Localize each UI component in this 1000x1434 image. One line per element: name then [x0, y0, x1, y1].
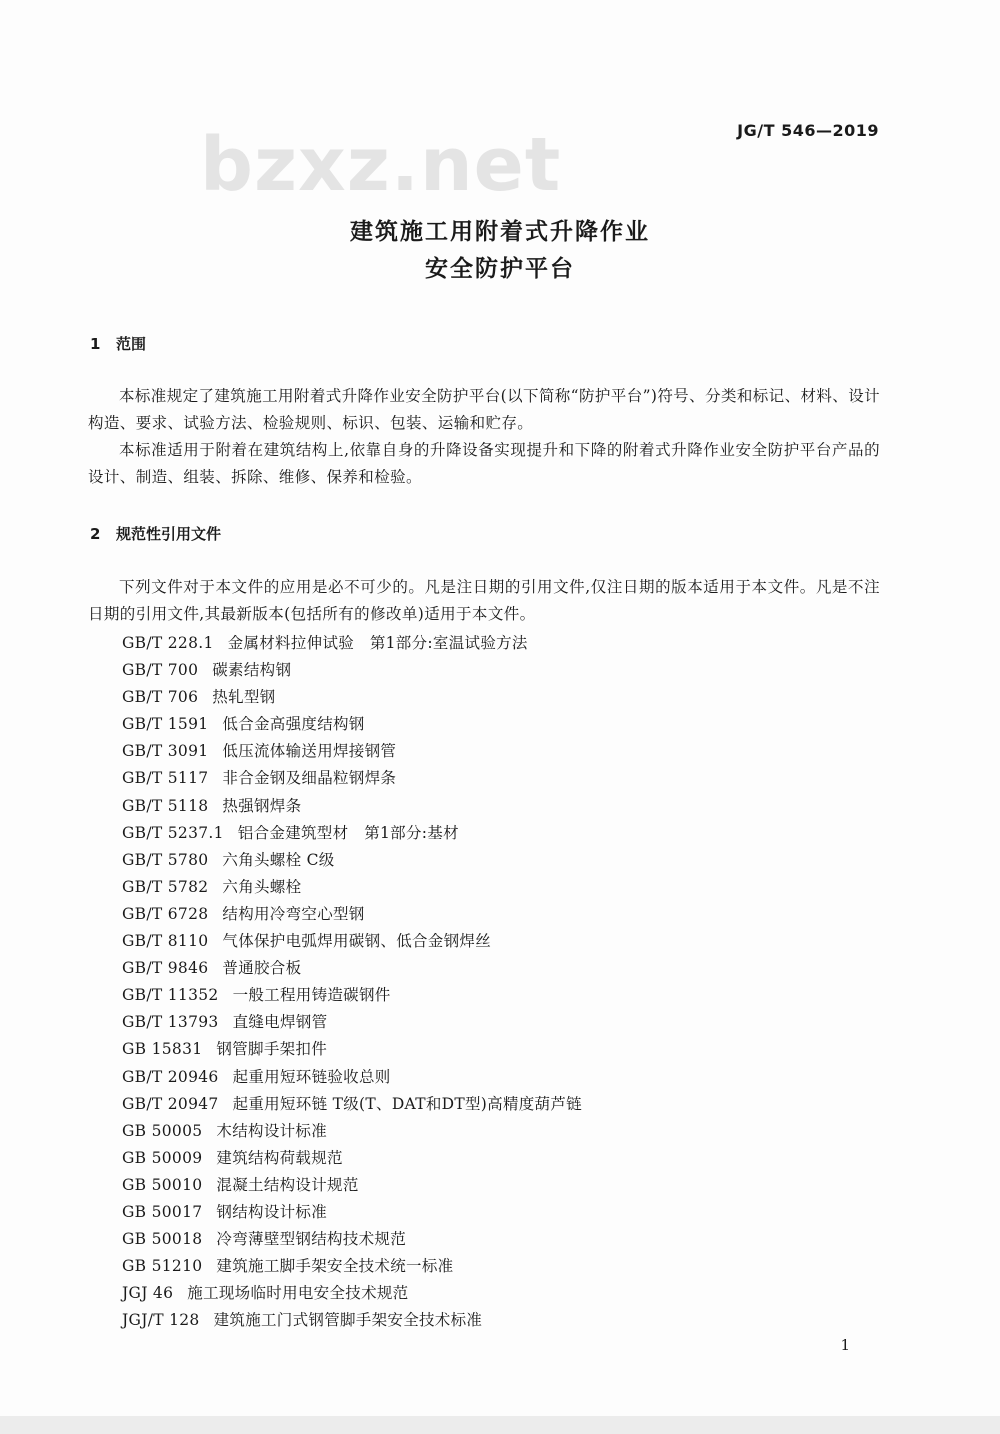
- page-number: 1: [840, 1336, 850, 1354]
- reference-item: [122, 765, 582, 792]
- reference-item: [122, 1064, 582, 1091]
- reference-title: 建筑施工门式钢管脚手架安全技术标准: [213, 1311, 483, 1330]
- reference-title: 钢结构设计标准: [216, 1202, 328, 1221]
- reference-item: [122, 874, 582, 901]
- reference-item: [122, 657, 582, 684]
- reference-code: GB 50009: [122, 1148, 203, 1167]
- reference-item: [122, 711, 582, 738]
- reference-title: 普通胶合板: [222, 959, 302, 978]
- reference-title: 一般工程用铸造碳钢件: [232, 986, 391, 1005]
- viewer-bottom-strip: [0, 1416, 1000, 1434]
- reference-item: [122, 1036, 582, 1063]
- reference-code: GB/T 5237.1: [122, 823, 224, 842]
- reference-code: GB/T 8110: [122, 932, 209, 951]
- reference-title: 铝合金建筑型材 第1部分:基材: [237, 823, 459, 842]
- reference-code: GB/T 6728: [122, 904, 209, 923]
- reference-item: [122, 1118, 582, 1145]
- section-number: 1: [90, 335, 101, 353]
- reference-title: 六角头螺栓: [222, 877, 302, 896]
- reference-item: [122, 1253, 582, 1280]
- reference-code: GB/T 20947: [122, 1094, 219, 1113]
- reference-title: 建筑施工脚手架安全技术统一标准: [216, 1257, 454, 1276]
- reference-code: GB/T 3091: [122, 742, 209, 761]
- reference-item: [122, 1199, 582, 1226]
- reference-code: GB 15831: [122, 1040, 203, 1059]
- reference-item: [122, 847, 582, 874]
- reference-code: GB/T 5118: [122, 796, 209, 815]
- reference-title: 六角头螺栓 C级: [222, 850, 335, 869]
- reference-title: 木结构设计标准: [216, 1121, 328, 1140]
- reference-item: [122, 820, 582, 847]
- reference-item: [122, 1172, 582, 1199]
- reference-title: 钢管脚手架扣件: [216, 1040, 328, 1059]
- reference-title: 起重用短环链 T级(T、DAT和DT型)高精度葫芦链: [232, 1094, 582, 1113]
- reference-title: 起重用短环链验收总则: [232, 1067, 391, 1086]
- reference-title: 直缝电焊钢管: [232, 1013, 328, 1032]
- reference-code: GB/T 1591: [122, 715, 209, 734]
- reference-item: [122, 1226, 582, 1253]
- reference-code: GB/T 228.1: [122, 634, 214, 652]
- reference-item: [122, 1145, 582, 1172]
- reference-title: 结构用冷弯空心型钢: [222, 904, 365, 923]
- reference-title: 非合金钢及细晶粒钢焊条: [222, 769, 397, 788]
- reference-title: 热轧型钢: [212, 688, 276, 707]
- reference-code: JGJ 46: [122, 1284, 174, 1303]
- reference-code: GB/T 5780: [122, 850, 209, 869]
- reference-code: GB/T 5782: [122, 877, 209, 896]
- reference-code: GB/T 700: [122, 661, 199, 680]
- document-title-line-1: 建筑施工用附着式升降作业: [350, 219, 650, 245]
- reference-title: 低合金高强度结构钢: [222, 715, 365, 734]
- reference-title: 混凝土结构设计规范: [216, 1175, 359, 1194]
- reference-code: GB/T 5117: [122, 769, 209, 788]
- reference-item: [122, 793, 582, 820]
- reference-code: JGJ/T 128: [122, 1311, 200, 1330]
- reference-item: [122, 738, 582, 765]
- reference-item: [122, 1307, 582, 1334]
- references-intro-paragraph: 下列文件对于本文件的应用是必不可少的。凡是注日期的引用文件,仅注日期的版本适用于本文件。凡是不注日期的引用文件,其最新版本(包括所有的修改单)适用于本文件。: [88, 578, 880, 623]
- reference-item: [122, 1280, 582, 1307]
- reference-item: [122, 1091, 582, 1118]
- reference-code: GB/T 9846: [122, 959, 209, 978]
- reference-title: 冷弯薄壁型钢结构技术规范: [216, 1230, 407, 1249]
- reference-code: GB/T 706: [122, 688, 199, 707]
- watermark-text: bzxz.net: [200, 122, 562, 208]
- reference-title: 建筑结构荷载规范: [216, 1148, 343, 1167]
- scope-paragraph-1: 本标准规定了建筑施工用附着式升降作业安全防护平台(以下简称“防护平台”)符号、分类和标记、材料、设计构造、要求、试验方法、检验规则、标识、包装、运输和贮存。: [88, 387, 880, 432]
- document-title-line-2: 安全防护平台: [425, 256, 575, 282]
- reference-list: [122, 630, 582, 1334]
- reference-item: [122, 928, 582, 955]
- reference-code: GB 51210: [122, 1257, 203, 1276]
- reference-code: GB 50017: [122, 1202, 203, 1221]
- reference-title: 低压流体输送用焊接钢管: [222, 742, 397, 761]
- reference-code: GB 50010: [122, 1175, 203, 1194]
- reference-code: GB/T 20946: [122, 1067, 219, 1086]
- standard-code: JG/T 546—2019: [737, 121, 879, 140]
- reference-title: 施工现场临时用电安全技术规范: [187, 1284, 409, 1303]
- reference-code: GB 50005: [122, 1121, 203, 1140]
- reference-title: 气体保护电弧焊用碳钢、低合金钢焊丝: [222, 932, 492, 951]
- reference-item: [122, 1009, 582, 1036]
- section-heading-normative-references: [90, 523, 221, 544]
- reference-title: 碳素结构钢: [212, 661, 292, 680]
- reference-item: [122, 630, 582, 657]
- reference-item: [122, 684, 582, 711]
- reference-item: [122, 901, 582, 928]
- section-title: 规范性引用文件: [116, 525, 222, 543]
- reference-code: GB/T 11352: [122, 986, 219, 1005]
- section-heading-scope: [90, 333, 146, 354]
- reference-title: 热强钢焊条: [222, 796, 302, 815]
- scope-paragraph-2: 本标准适用于附着在建筑结构上,依靠自身的升降设备实现提升和下降的附着式升降作业安全防护平台产品的设计、制造、组装、拆除、维修、保养和检验。: [88, 441, 880, 486]
- reference-code: GB/T 13793: [122, 1013, 219, 1032]
- section-number: 2: [90, 525, 101, 543]
- reference-code: GB 50018: [122, 1230, 203, 1249]
- reference-item: [122, 982, 582, 1009]
- reference-item: [122, 955, 582, 982]
- reference-title: 金属材料拉伸试验 第1部分:室温试验方法: [227, 634, 528, 652]
- section-title: 范围: [116, 335, 147, 353]
